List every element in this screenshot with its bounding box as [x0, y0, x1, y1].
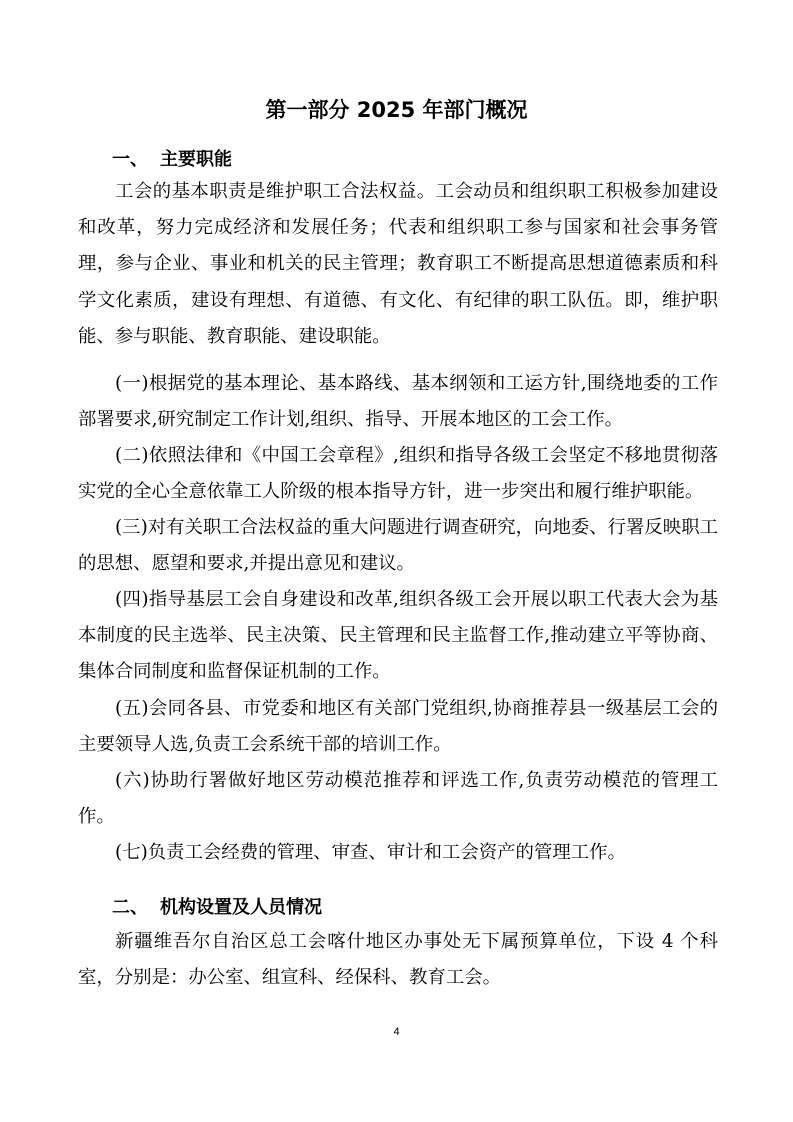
page-number: 4 — [393, 1026, 400, 1038]
section-title: 主要职能 — [160, 149, 232, 170]
paragraph-item-4: (四)指导基层工会自身建设和改革,组织各级工会开展以职工代表大会为基本制度的民主选举、民主决策、民主管理和民主监督工作,推动建立平等协商、集体合同制度和监督保证机制的工作。 — [78, 589, 718, 683]
section-number: 二、 — [112, 897, 148, 918]
section-number: 一、 — [112, 149, 148, 170]
paragraph-duties: 工会的基本职责是维护职工合法权益。工会动员和组织职工积极参加建设和改革，努力完成经济和发展任务；代表和组织职工参与国家和社会事务管理，参与企业、事业和机关的民主管理；教育职工不断提高思想道德素质和科学文化素质，建设有理想、有道德、有文化、有纪律的职工队伍。即，维护职能、参与职能、教育职能、建设职能。 — [78, 181, 718, 347]
paragraph-item-7: (七)负责工会经费的管理、审查、审计和工会资产的管理工作。 — [115, 842, 626, 863]
page-title: 第一部分 2025 年部门概况 — [265, 98, 528, 122]
paragraph-item-5: (五)会同各县、市党委和地区有关部门党组织,协商推荐县一级基层工会的主要领导人选,负责工会系统干部的培训工作。 — [78, 698, 718, 756]
section-heading-organization — [112, 895, 712, 921]
paragraph-organization: 新疆维吾尔自治区总工会喀什地区办事处无下属预算单位，下设 4 个科室，分别是：办公室、组宣科、经保科、教育工会。 — [78, 931, 718, 989]
paragraph-item-2: (二)依照法律和《中国工会章程》,组织和指导各级工会坚定不移地贯彻落实党的全心全意依靠工人阶级的根本指导方针，进一步突出和履行维护职能。 — [78, 445, 718, 503]
section-title: 机构设置及人员情况 — [160, 897, 322, 918]
section-heading-main-functions — [112, 147, 712, 173]
paragraph-item-1: (一)根据党的基本理论、基本路线、基本纲领和工运方针,围绕地委的工作部署要求,研究制定工作计划,组织、指导、开展本地区的工会工作。 — [78, 373, 718, 431]
paragraph-item-3: (三)对有关职工合法权益的重大问题进行调查研究，向地委、行署反映职工的思想、愿望和要求,并提出意见和建议。 — [78, 517, 718, 575]
paragraph-item-6: (六)协助行署做好地区劳动模范推荐和评选工作,负责劳动模范的管理工作。 — [78, 770, 718, 828]
